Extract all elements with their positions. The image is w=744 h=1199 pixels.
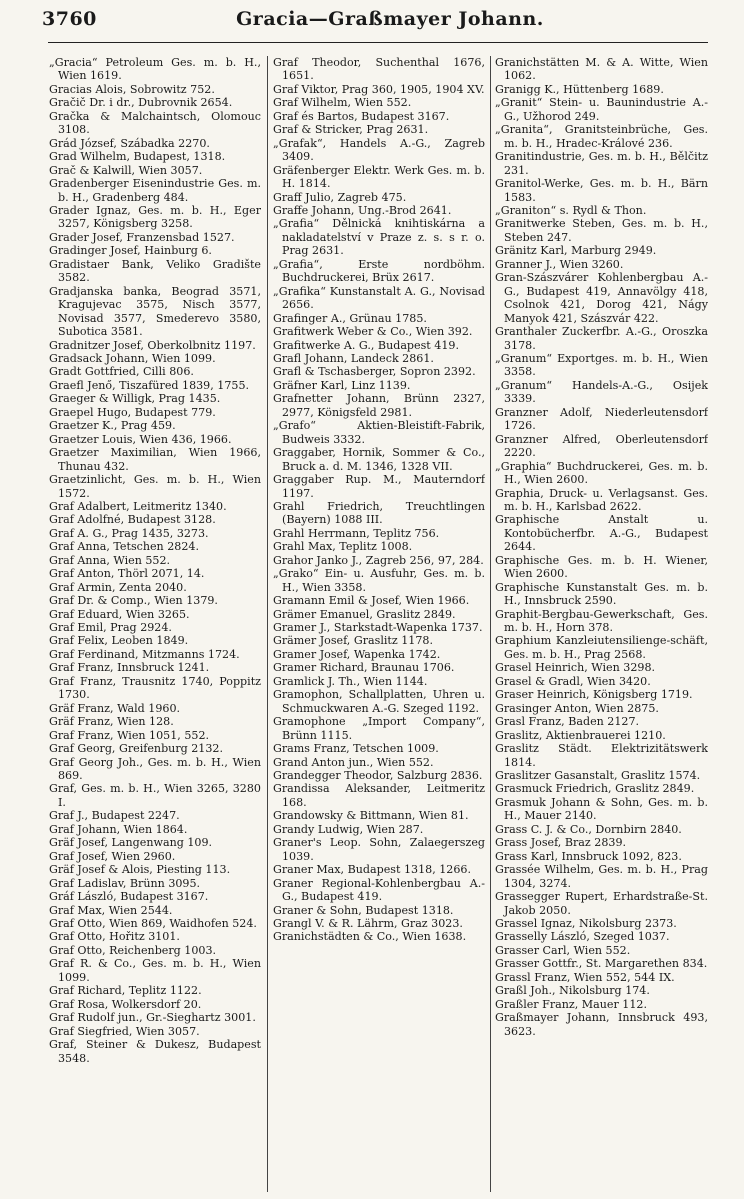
directory-entry: „Graphia“ Buchdruckerei, Ges. m. b. H., Wien 2600. [495, 459, 708, 487]
directory-entry: Graf Franz, Innsbruck 1241. [49, 661, 210, 675]
directory-entry: Gracias Alois, Sobrowitz 752. [49, 82, 215, 96]
directory-entry: Grandy Ludwig, Wien 287. [273, 822, 424, 836]
directory-entry: Grafitwerk Weber & Co., Wien 392. [273, 325, 473, 339]
column-divider-2 [490, 56, 491, 1192]
directory-entry: Gramlick J. Th., Wien 1144. [273, 674, 428, 688]
directory-entry: Graphium Kanzleiutensilienge-schäft, Ges. m. b. H., Prag 2568. [495, 634, 708, 661]
directory-entry: Graf Felix, Leoben 1849. [49, 634, 189, 648]
directory-entry: Grand Anton jun., Wien 552. [273, 755, 434, 769]
column-left [49, 56, 261, 1192]
directory-entry: Graf, Steiner & Dukesz, Budapest 3548. [49, 1038, 261, 1065]
directory-entry: Granichstätten M. & A. Witte, Wien 1062. [495, 56, 708, 83]
directory-entry: Granzner Alfred, Oberleutensdorf 2220. [495, 432, 708, 460]
directory-entry: Grassl Franz, Wien 552, 544 IX. [495, 970, 675, 984]
column-middle [273, 56, 485, 1192]
directory-entry: Graggaber, Hornik, Sommer & Co., Bruck a. d. M. 1346, 1328 VII. [273, 446, 485, 473]
directory-entry: Granichstädten & Co., Wien 1638. [273, 930, 467, 944]
directory-entry: „Granit“ Stein- u. Baunindustrie A.-G., Užhorod 249. [495, 96, 708, 123]
directory-entry: Granthaler Zuckerfbr. A.-G., Oroszka 3178. [495, 325, 708, 352]
directory-entry: „Graniton“ s. Rydl & Thon. [495, 203, 647, 217]
directory-entry: Grämer Josef, Graslitz 1178. [273, 634, 433, 648]
directory-entry: Grahl Friedrich, Treuchtlingen (Bayern) 1088 III. [273, 499, 485, 527]
directory-entry: Grader Josef, Franzensbad 1527. [49, 230, 235, 244]
directory-entry: Graf J., Budapest 2247. [49, 809, 180, 823]
directory-entry: Graf Otto, Hořitz 3101. [49, 930, 180, 944]
directory-entry: Graf Emil, Prag 2924. [49, 621, 172, 635]
directory-entry: Graf Otto, Reichenberg 1003. [49, 943, 217, 957]
directory-entry: Gräf Franz, Wien 128. [49, 715, 174, 729]
directory-entry: Grafl Johann, Landeck 2861. [273, 351, 434, 365]
directory-entry: Gračka & Malchaintsch, Olomouc 3108. [49, 109, 261, 137]
directory-entry: Graf Georg Joh., Ges. m. b. H., Wien 869. [49, 755, 261, 783]
directory-entry: Graf Georg, Greifenburg 2132. [49, 742, 224, 756]
directory-entry: Graf Rudolf jun., Gr.-Sieghartz 3001. [49, 1011, 256, 1025]
directory-entry: Grasser Carl, Wien 552. [495, 943, 631, 957]
directory-entry: Graf Eduard, Wien 3265. [49, 607, 190, 621]
directory-entry: Graphische Anstalt u. Kontobücherfbr. A.-G., Budapest 2644. [495, 513, 708, 554]
directory-entry: Gramer Josef, Wapenka 1742. [273, 647, 441, 661]
directory-entry: Grandissa Aleksander, Leitmeritz 168. [273, 782, 485, 809]
directory-entry: Granigg K., Hüttenberg 1689. [495, 82, 664, 96]
column-right [495, 56, 708, 1192]
directory-entry: Graf Wilhelm, Wien 552. [273, 96, 412, 110]
directory-entry: Grasser Gottfr., St. Margarethen 834. [495, 957, 708, 971]
directory-entry: Grasmuk Johann & Sohn, Ges. m. b. H., Mauer 2140. [495, 795, 708, 823]
directory-entry: „Granita“, Granitsteinbrüche, Ges. m. b. H., Hradec-Králové 236. [495, 123, 708, 150]
directory-entry: Graf Max, Wien 2544. [49, 903, 173, 917]
directory-entry: Graf Theodor, Suchenthal 1676, 1651. [273, 56, 485, 83]
directory-entry: Graf R. & Co., Ges. m. b. H., Wien 1099. [49, 957, 261, 984]
directory-entry: Graeger & Willigk, Prag 1435. [49, 392, 221, 406]
directory-entry: Gramophone „Import Company“, Brünn 1115. [273, 715, 485, 742]
directory-entry: Grač & Kalwill, Wien 3057. [49, 163, 203, 177]
directory-entry: Gradnitzer Josef, Oberkolbnitz 1197. [49, 338, 256, 352]
directory-entry: Grad Wilhelm, Budapest, 1318. [49, 150, 226, 164]
directory-entry: Granitindustrie, Ges. m. b. H., Bělčitz 231. [495, 150, 708, 177]
directory-entry: Graf A. G., Prag 1435, 3273. [49, 526, 209, 540]
directory-entry: Gramer J., Starkstadt-Wapenka 1737. [273, 621, 483, 635]
directory-entry: Graf Anna, Tetschen 2824. [49, 540, 199, 554]
directory-entry: Graf Otto, Wien 869, Waidhofen 524. [49, 917, 257, 930]
directory-entry: Gramann Emil & Josef, Wien 1966. [273, 594, 470, 608]
directory-entry: Graslitz Städt. Elektrizitätswerk 1814. [495, 742, 708, 769]
directory-entry: Grandowsky & Bittmann, Wien 81. [273, 809, 469, 823]
directory-entry: Gradt Gottfried, Cilli 806. [49, 365, 194, 379]
directory-entry: Grandegger Theodor, Salzburg 2836. [273, 769, 483, 783]
column-divider-1 [267, 56, 268, 1192]
directory-entry: Graf Adalbert, Leitmeritz 1340. [49, 499, 227, 513]
directory-entry: Gräf Josef, Langenwang 109. [49, 836, 213, 850]
directory-entry: Graf Josef, Wien 2960. [49, 849, 176, 863]
directory-entry: Gradinger Josef, Hainburg 6. [49, 244, 212, 258]
directory-entry: Granitwerke Steben, Ges. m. b. H., Steben 247. [495, 217, 708, 244]
directory-entry: Graf Adolfné, Budapest 3128. [49, 513, 216, 527]
directory-entry: „Granum“ Exportges. m. b. H., Wien 3358. [495, 351, 708, 379]
directory-entry: Graf Anton, Thörl 2071, 14. [49, 567, 205, 581]
directory-entry: Graetzer K., Prag 459. [49, 419, 176, 433]
directory-entry: Granitol-Werke, Ges. m. b. H., Bärn 1583. [495, 177, 708, 204]
directory-entry: Grasl Franz, Baden 2127. [495, 715, 640, 729]
directory-entry: Graff Julio, Zagreb 475. [273, 190, 407, 204]
directory-entry: Grassegger Rupert, Erhardstraße-St. Jakob 2050. [495, 890, 708, 917]
directory-entry: Gračič Dr. i dr., Dubrovnik 2654. [49, 96, 233, 110]
directory-entry: Grassée Wilhelm, Ges. m. b. H., Prag 1304, 3274. [495, 863, 708, 890]
directory-entry: Graf Franz, Wien 1051, 552. [49, 728, 210, 742]
directory-entry: Grahor Janko J., Zagreb 256, 97, 284. [273, 553, 484, 567]
directory-entry: Grafnetter Johann, Brünn 2327, 2977, Königsfeld 2981. [273, 392, 485, 419]
directory-entry: Gräf Josef & Alois, Piesting 113. [49, 863, 231, 877]
directory-entry: Graffe Johann, Ung.-Brod 2641. [273, 203, 452, 217]
directory-entry: Grafinger A., Grünau 1785. [273, 311, 427, 325]
directory-entry: Graggaber Rup. M., Mauterndorf 1197. [273, 473, 485, 500]
directory-entry: Graslitz, Aktienbrauerei 1210. [495, 728, 666, 742]
header-rule [48, 42, 708, 43]
directory-entry: Graner Max, Budapest 1318, 1266. [273, 863, 472, 877]
directory-entry: Gränitz Karl, Marburg 2949. [495, 244, 657, 258]
directory-entry: Gräfenberger Elektr. Werk Ges. m. b. H. 1814. [273, 163, 485, 191]
directory-entry: „Gracia“ Petroleum Ges. m. b. H., Wien 1619. [49, 56, 261, 83]
directory-entry: Graf & Stricker, Prag 2631. [273, 123, 429, 137]
directory-entry: Graphia, Druck- u. Verlagsanst. Ges. m. b. H., Karlsbad 2622. [495, 486, 708, 513]
directory-entry: Grader Ignaz, Ges. m. b. H., Eger 3257, Königsberg 3258. [49, 203, 261, 231]
directory-entry: Gradjanska banka, Beograd 3571, Kragujevac 3575, Nisch 3577, Novisad 3577, Smederevo 3580, Subotica 3581. [49, 284, 261, 339]
directory-entry: „Grako“ Ein- u. Ausfuhr, Ges. m. b. H., Wien 3358. [273, 567, 485, 594]
directory-entry: Grád József, Szábadka 2270. [49, 136, 210, 150]
directory-entry: Gradsack Johann, Wien 1099. [49, 351, 216, 365]
directory-entry: Gradistaer Bank, Veliko Gradište 3582. [49, 257, 261, 285]
directory-entry: Gramophon, Schallplatten, Uhren u. Schmuckwaren A.-G. Szeged 1192. [273, 688, 485, 715]
directory-entry: Graf Viktor, Prag 360, 1905, 1904 XV. [273, 82, 485, 96]
directory-entry: Grasel & Gradl, Wien 3420. [495, 674, 651, 688]
directory-entry: Graf Siegfried, Wien 3057. [49, 1024, 200, 1038]
directory-entry: „Grafia“ Dělnická knihtiskárna a nakladatelství v Praze z. s. s r. o. Prag 2631. [273, 217, 485, 258]
directory-entry: „Grafo“ Aktien-Bleistift-Fabrik, Budweis 3332. [273, 419, 485, 446]
directory-entry: Graner & Sohn, Budapest 1318. [273, 903, 454, 917]
directory-entry: Graetzinlicht, Ges. m. b. H., Wien 1572. [49, 473, 261, 500]
directory-entry: Graßmayer Johann, Innsbruck 493, 3623. [495, 1011, 708, 1038]
directory-entry: Gramer Richard, Braunau 1706. [273, 661, 455, 675]
directory-entry: Graepel Hugo, Budapest 779. [49, 405, 216, 419]
directory-entry: Gräf Franz, Wald 1960. [49, 701, 181, 715]
directory-entry: Graner Regional-Kohlenbergbau A.-G., Budapest 419. [273, 876, 485, 904]
directory-entry: Graf és Bartos, Budapest 3167. [273, 109, 450, 123]
directory-entry: Graefl Jenő, Tiszafüred 1839, 1755. [49, 378, 250, 392]
directory-entry: Gran-Szászvárer Kohlenbergbau A.-G., Budapest 419, Annavölgy 418, Csolnok 421, Dorog 421, Nágy Manyok 421, Szászvár 422. [495, 271, 708, 325]
directory-entry: Granzner Adolf, Niederleutensdorf 1726. [495, 405, 708, 433]
directory-entry: Granner J., Wien 3260. [495, 257, 624, 271]
directory-entry: Graetzer Louis, Wien 436, 1966. [49, 432, 232, 446]
directory-entry: Grafitwerke A. G., Budapest 419. [273, 338, 459, 352]
page-header: Gracia—Graßmayer Johann. [236, 8, 544, 30]
directory-entry: Graf Richard, Teplitz 1122. [49, 984, 202, 998]
directory-entry: Graf Franz, Trausnitz 1740, Poppitz 1730. [49, 674, 261, 702]
directory-entry: Graetzer Maximilian, Wien 1966, Thunau 432. [49, 446, 261, 473]
directory-entry: Graf Johann, Wien 1864. [49, 822, 188, 836]
directory-entry: Graslitzer Gasanstalt, Graslitz 1574. [495, 769, 701, 783]
directory-entry: Gräfner Karl, Linz 1139. [273, 378, 411, 392]
directory-entry: Grass Josef, Braz 2839. [495, 836, 627, 850]
directory-entry: Grasinger Anton, Wien 2875. [495, 701, 659, 715]
directory-entry: Graf Ferdinand, Mitzmanns 1724. [49, 647, 240, 661]
directory-entry: Grämer Emanuel, Graslitz 2849. [273, 607, 456, 621]
directory-entry: Graßler Franz, Mauer 112. [495, 997, 648, 1011]
directory-entry: Graf, Ges. m. b. H., Wien 3265, 3280 I. [49, 782, 261, 809]
directory-entry: Graphische Ges. m. b. H. Wiener, Wien 2600. [495, 553, 708, 581]
directory-entry: Graner's Leop. Sohn, Zalaegerszeg 1039. [273, 836, 485, 863]
directory-entry: Gradenberger Eisenindustrie Ges. m. b. H., Gradenberg 484. [49, 177, 261, 204]
directory-entry: Graf Armin, Zenta 2040. [49, 580, 187, 594]
directory-entry: Graßl Joh., Nikolsburg 174. [495, 984, 650, 998]
page-number: 3760 [42, 8, 97, 30]
directory-entry: Graphische Kunstanstalt Ges. m. b. H., Innsbruck 2590. [495, 580, 708, 608]
directory-entry: Grasselly László, Szeged 1037. [495, 930, 670, 944]
directory-entry: Grahl Herrmann, Teplitz 756. [273, 526, 440, 540]
directory-entry: Graf Dr. & Comp., Wien 1379. [49, 594, 218, 608]
directory-entry: Graf Anna, Wien 552. [49, 553, 171, 567]
directory-entry: Grams Franz, Tetschen 1009. [273, 742, 439, 756]
directory-entry: „Grafia“, Erste nordböhm. Buchdruckerei, Brüx 2617. [273, 257, 485, 285]
directory-entry: Graf Rosa, Wolkersdorf 20. [49, 997, 202, 1011]
directory-entry: Graf Ladislav, Brünn 3095. [49, 876, 201, 890]
directory-entry: Graphit-Bergbau-Gewerkschaft, Ges. m. b. H., Horn 378. [495, 607, 708, 635]
directory-entry: Grasmuck Friedrich, Graslitz 2849. [495, 782, 695, 796]
directory-entry: Graser Heinrich, Königsberg 1719. [495, 688, 693, 702]
directory-entry: Grass C. J. & Co., Dornbirn 2840. [495, 822, 682, 836]
directory-entry: Grafl & Tschasberger, Sopron 2392. [273, 365, 476, 379]
directory-entry: Grahl Max, Teplitz 1008. [273, 540, 413, 554]
directory-entry: Grasel Heinrich, Wien 3298. [495, 661, 656, 675]
directory-entry: Gráf László, Budapest 3167. [49, 890, 209, 904]
directory-entry: Grassel Ignaz, Nikolsburg 2373. [495, 917, 677, 930]
directory-entry: Grass Karl, Innsbruck 1092, 823. [495, 849, 682, 863]
directory-entry: Grangl V. & R. Lährm, Graz 3023. [273, 917, 463, 930]
directory-entry: „Grafika“ Kunstanstalt A. G., Novisad 2656. [273, 284, 485, 312]
directory-entry: „Grafak“, Handels A.-G., Zagreb 3409. [273, 136, 485, 164]
directory-entry: „Granum“ Handels-A.-G., Osijek 3339. [495, 378, 708, 406]
